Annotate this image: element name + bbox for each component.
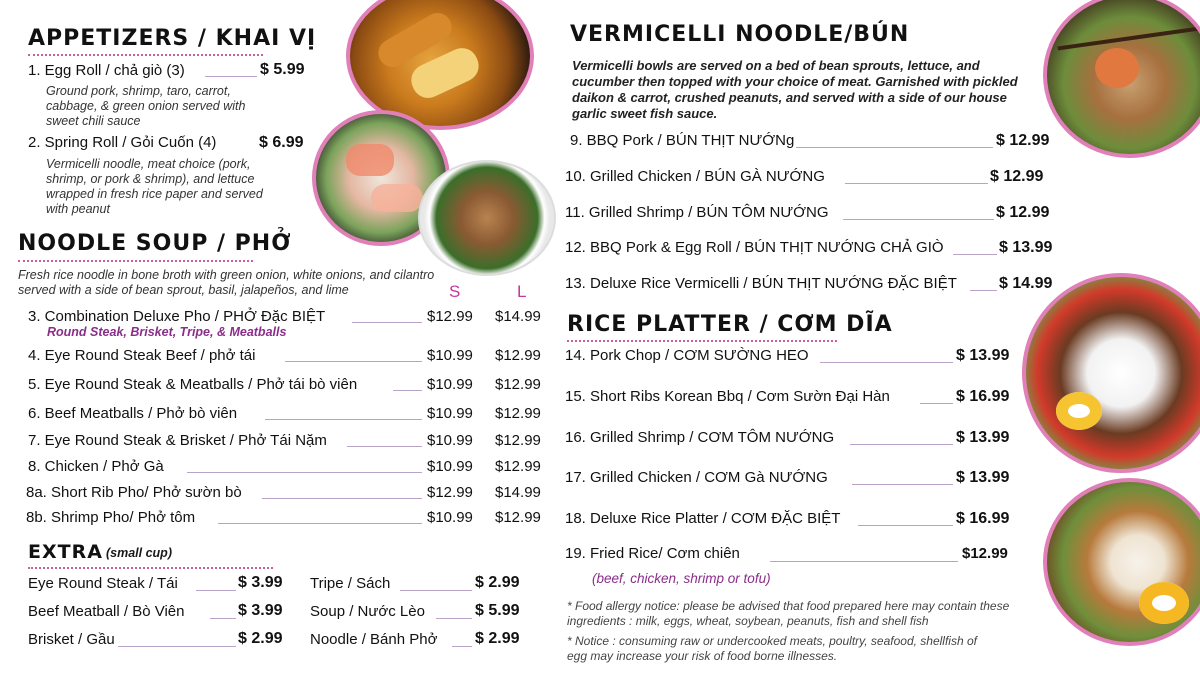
price-large: $12.99 [495,376,541,393]
menu-item-name: 8b. Shrimp Pho/ Phở tôm [26,509,196,526]
menu-item-name: 18. Deluxe Rice Platter / CƠM ĐẶC BIỆT [565,510,841,527]
price-leader [218,523,422,524]
price-small: $12.99 [427,484,473,501]
menu-item-name: 12. BBQ Pork & Egg Roll / BÚN THỊT NƯỚNG CHẢ GIÒ [565,239,944,256]
extra-item-name: Eye Round Steak / Tái [28,575,178,592]
price-large: $12.99 [495,432,541,449]
price-leader [352,322,422,323]
price-small: $10.99 [427,405,473,422]
noodle-soup-description: Fresh rice noodle in bone broth with green onion, white onions, and cilantro served with a side of bean sprout, basil, jalapeños, and lime [18,268,435,297]
price-large: $12.99 [495,509,541,526]
menu-item-price: $ 12.99 [990,168,1044,185]
menu-item-price: $ 12.99 [996,132,1050,149]
vermicelli-bowl-photo [1043,0,1200,158]
noodle-soup-title: NOODLE SOUP / PHỞ [18,231,292,256]
price-small: $10.99 [427,432,473,449]
menu-item-name: 10. Grilled Chicken / BÚN GÀ NƯỚNG [565,168,825,185]
price-small: $10.99 [427,347,473,364]
price-large: $12.99 [495,347,541,364]
price-leader [262,498,422,499]
price-leader [118,646,236,647]
combo-note: Round Steak, Brisket, Tripe, & Meatballs [47,325,287,339]
price-small: $10.99 [427,376,473,393]
price-leader [265,419,422,420]
menu-item-name: 7. Eye Round Steak & Brisket / Phở Tái Nặm [28,432,327,449]
price-large: $12.99 [495,458,541,475]
price-leader [953,254,997,255]
menu-item-name: 11. Grilled Shrimp / BÚN TÔM NƯỚNG [565,204,829,221]
extra-item-name: Beef Meatball / Bò Viên [28,603,185,620]
menu-item-name: 16. Grilled Shrimp / CƠM TÔM NƯỚNG [565,429,835,446]
rice-platter-photo [1022,273,1200,473]
extra-item-price: $ 3.99 [238,574,283,591]
menu-item-name: 19. Fried Rice/ Cơm chiên [565,545,740,562]
fried-rice-note: (beef, chicken, shrimp or tofu) [592,571,771,586]
price-large: $12.99 [495,405,541,422]
menu-item-price: $ 16.99 [956,510,1010,527]
menu-item-description: Ground pork, shrimp, taro, carrot, cabbage, & green onion served with sweet chili sauce [46,84,246,128]
vermicelli-title: VERMICELLI NOODLE/BÚN [570,22,910,47]
price-large: $14.99 [495,308,541,325]
menu-item-name: 13. Deluxe Rice Vermicelli / BÚN THỊT NƯỚNG ĐẶC BIỆT [565,275,957,292]
menu-item-name: 8. Chicken / Phở Gà [28,458,164,475]
vermicelli-description: Vermicelli bowls are served on a bed of bean sprouts, lettuce, and cucumber then topped with your choice of meat. Garnished with pickled daikon & carrot, crushed peanuts, and served with a side of our house garlic sweet fish sauce. [572,58,1018,121]
extra-item-price: $ 2.99 [238,630,283,647]
price-leader [852,484,953,485]
price-small: $10.99 [427,458,473,475]
extra-item-name: Brisket / Gầu [28,631,115,648]
price-leader [796,147,993,148]
extra-item-price: $ 5.99 [475,602,520,619]
price-large: $14.99 [495,484,541,501]
price-leader [452,646,472,647]
fried-rice-photo [1043,478,1200,646]
menu-item-price: $ 13.99 [956,347,1010,364]
price-leader [770,561,958,562]
menu-item-price: $ 14.99 [999,275,1053,292]
raw-food-notice: * Notice : consuming raw or undercooked meats, poultry, seafood, shellfish of egg may increase your risk of food borne illnesses. [567,634,977,663]
menu-item-name: 15. Short Ribs Korean Bbq / Cơm Sườn Đại Hàn [565,388,890,405]
price-leader [843,219,994,220]
price-leader [845,183,988,184]
size-small-label: S [449,282,461,301]
menu-item-name: 3. Combination Deluxe Pho / PHỞ Đặc BIỆT [28,308,326,325]
price-leader [850,444,953,445]
menu-item-description: Vermicelli noodle, meat choice (pork, shrimp, or pork & shrimp), and lettuce wrapped in fresh rice paper and served with peanut [46,157,263,216]
menu-item-price: $ 5.99 [260,61,305,78]
extra-item-name: Soup / Nước Lèo [310,603,425,620]
menu-item-price: $12.99 [962,545,1008,562]
extra-item-name: Tripe / Sách [310,575,391,592]
price-leader [820,362,953,363]
price-leader [187,472,422,473]
menu-item-name: 4. Eye Round Steak Beef / phở tái [28,347,256,364]
price-leader [205,76,257,77]
price-leader [210,618,236,619]
menu-item-price: $ 13.99 [956,469,1010,486]
price-small: $10.99 [427,509,473,526]
price-leader [400,590,472,591]
menu-item-price: $ 12.99 [996,204,1050,221]
menu-item-name: 5. Eye Round Steak & Meatballs / Phở tái bò viên [28,376,358,393]
price-leader [436,618,472,619]
noodle-soup-divider [18,260,253,262]
extra-item-name: Noodle / Bánh Phở [310,631,438,648]
menu-item-name: 1. Egg Roll / chả giò (3) [28,62,185,79]
appetizers-divider [28,54,263,56]
extra-item-price: $ 2.99 [475,630,520,647]
extra-item-price: $ 2.99 [475,574,520,591]
menu-item-price: $ 6.99 [259,134,304,151]
price-leader [970,290,997,291]
extra-subtitle: (small cup) [106,546,172,560]
pho-bowl-photo [418,160,556,276]
price-leader [858,525,953,526]
extra-divider [28,567,273,569]
menu-item-name: 17. Grilled Chicken / CƠM Gà NƯỚNG [565,469,828,486]
menu-item-price: $ 13.99 [999,239,1053,256]
menu-item-name: 6. Beef Meatballs / Phở bò viên [28,405,238,422]
price-leader [393,390,422,391]
rice-platter-divider [567,340,837,342]
menu-item-name: 2. Spring Roll / Gỏi Cuốn (4) [28,134,217,151]
menu-item-price: $ 16.99 [956,388,1010,405]
menu-item-price: $ 13.99 [956,429,1010,446]
price-leader [285,361,422,362]
price-leader [920,403,953,404]
allergy-notice: * Food allergy notice: please be advised that food prepared here may contain these ingredients : milk, eggs, wheat, soybean, peanuts, fish and shell fish [567,599,1010,628]
extra-title: EXTRA [28,541,103,563]
size-large-label: L [517,282,527,301]
rice-platter-title: RICE PLATTER / CƠM DĨA [567,312,893,337]
menu-item-name: 8a. Short Rib Pho/ Phở sườn bò [26,484,242,501]
menu-item-name: 9. BBQ Pork / BÚN THỊT NƯỚNg [570,132,795,149]
appetizers-title: APPETIZERS / KHAI VỊ [28,26,317,51]
price-leader [196,590,236,591]
extra-item-price: $ 3.99 [238,602,283,619]
menu-item-name: 14. Pork Chop / CƠM SƯỜNG HEO [565,347,809,364]
price-small: $12.99 [427,308,473,325]
price-leader [347,446,422,447]
